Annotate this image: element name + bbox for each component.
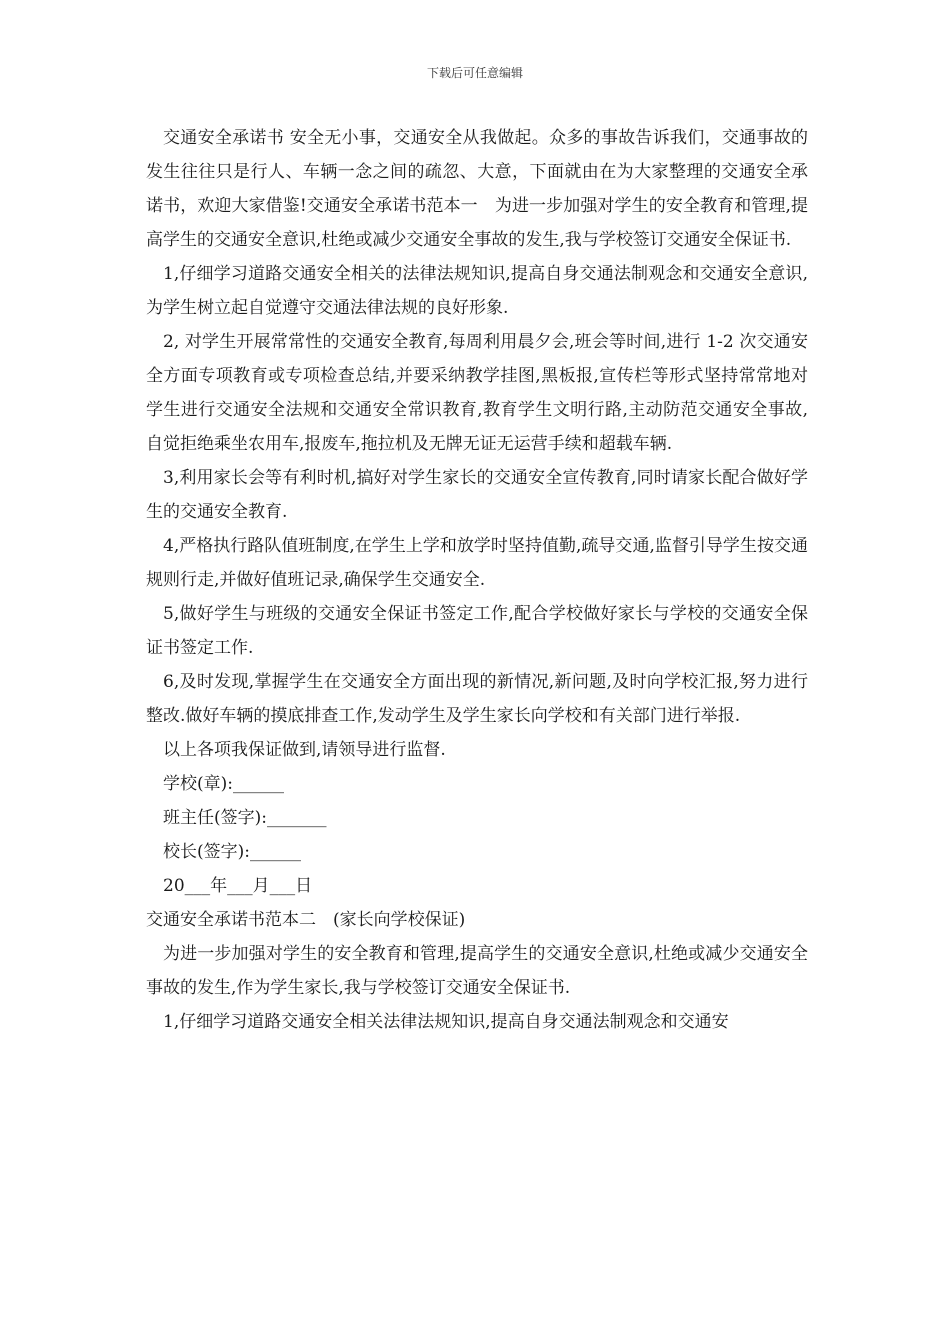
paragraph-pledge: 以上各项我保证做到,请领导进行监督. (163, 740, 446, 760)
section-title-sample-2: 交通安全承诺书范本二 (家长向学校保证) (146, 910, 466, 930)
signature-head-teacher: 班主任(签字):_______ (163, 808, 327, 828)
paragraph-item-1: 1,仔细学习道路交通安全相关的法律法规知识,提高自身交通法制观念和交通安全意识,为学生树立起自觉遵守交通法律法规的良好形象. (146, 264, 808, 318)
paragraph-sample-2-intro: 为进一步加强对学生的安全教育和管理,提高学生的交通安全意识,杜绝或减少交通安全事故的发生,作为学生家长,我与学校签订交通安全保证书. (146, 944, 808, 998)
paragraph-item-5: 5,做好学生与班级的交通安全保证书签定工作,配合学校做好家长与学校的交通安全保证书签定工作. (146, 604, 808, 658)
signature-principal: 校长(签字):______ (163, 842, 301, 862)
paragraph-item-3: 3,利用家长会等有利时机,搞好对学生家长的交通安全宣传教育,同时请家长配合做好学生的交通安全教育. (146, 468, 808, 522)
document-body (146, 121, 808, 1039)
paragraph-item-4: 4,严格执行路队值班制度,在学生上学和放学时坚持值勤,疏导交通,监督引导学生按交通规则行走,并做好值班记录,确保学生交通安全. (146, 536, 808, 590)
paragraph-intro: 交通安全承诺书 安全无小事，交通安全从我做起。众多的事故告诉我们，交通事故的发生往往只是行人、车辆一念之间的疏忽、大意，下面就由在为大家整理的交通安全承诺书，欢迎大家借鉴!交通安全承诺书范本一 为进一步加强对学生的安全教育和管理,提高学生的交通安全意识,杜绝或减少交通安全事故的发生,我与学校签订交通安全保证书. (146, 128, 808, 250)
paragraph-item-6: 6,及时发现,掌握学生在交通安全方面出现的新情况,新问题,及时向学校汇报,努力进行整改.做好车辆的摸底排查工作,发动学生及学生家长向学校和有关部门进行举报. (146, 672, 808, 726)
paragraph-item-2: 2, 对学生开展常常性的交通安全教育,每周利用晨夕会,班会等时间,进行 1-2 次交通安全方面专项教育或专项检查总结,并要采纳教学挂图,黑板报,宣传栏等形式坚持常常地对学生进行交通安全法规和交通安全常识教育,教育学生文明行路,主动防范交通安全事故,自觉拒绝乘坐农用车,报废车,拖拉机及无牌无证无运营手续和超载车辆. (146, 332, 808, 454)
signature-school: 学校(章):______ (163, 774, 284, 794)
page-header-note: 下载后可任意编辑 (426, 66, 523, 80)
paragraph-sample-2-item-1: 1,仔细学习道路交通安全相关法律法规知识,提高自身交通法制观念和交通安 (163, 1012, 729, 1032)
signature-date: 20___年___月___日 (163, 876, 313, 896)
